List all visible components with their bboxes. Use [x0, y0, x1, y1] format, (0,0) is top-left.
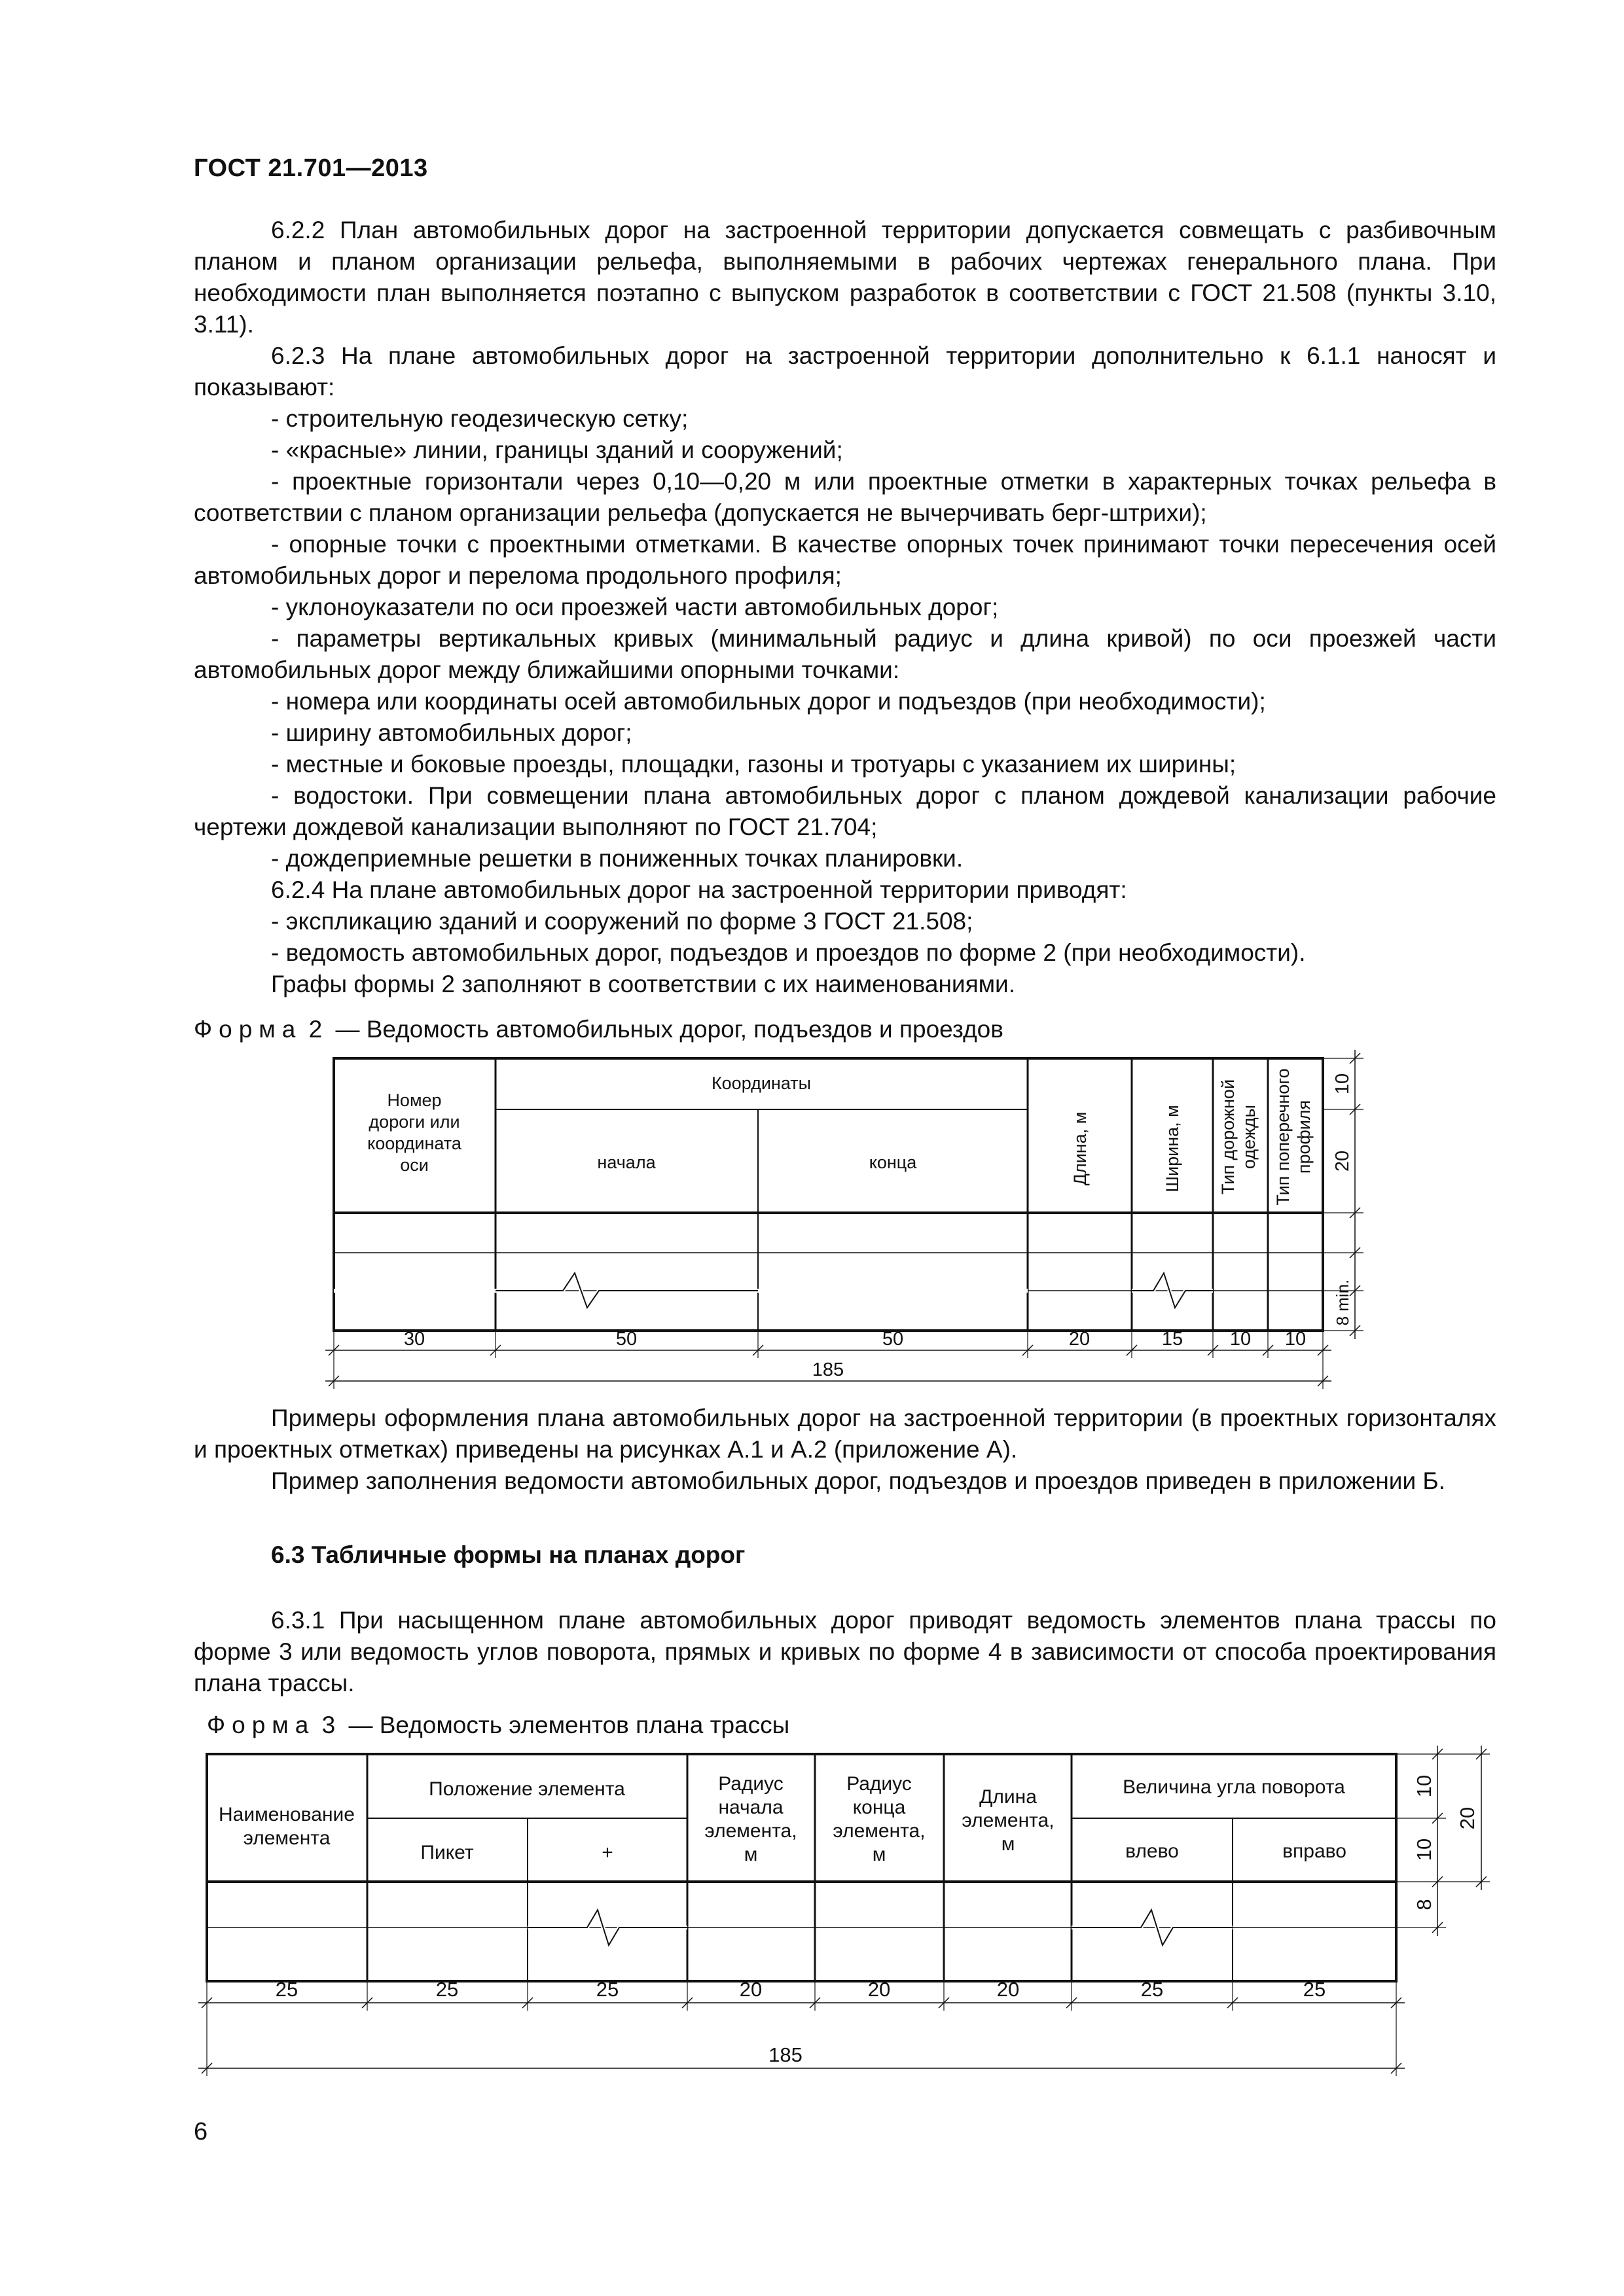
form3-dim-h3: 20 — [1456, 1806, 1479, 1830]
paragraph: - водостоки. При совмещении плана автомобильных дорог с планом дождевой канализации рабочие чертежи дождевой канализации выполняют по ГОСТ 21.704; — [194, 782, 1496, 840]
paragraph: Графы формы 2 заполняют в соответствии с их наименованиями. — [271, 971, 1016, 997]
form3-rstart-line2: начала — [718, 1797, 784, 1818]
paragraph: 6.2.3 На плане автомобильных дорог на застроенной территории дополнительно к 6.1.1 наносят и показывают: — [194, 342, 1496, 401]
form3-title-num: 3 — [321, 1712, 342, 1738]
form3-title-word: Форма — [207, 1712, 316, 1738]
form2-profile-line2: профиля — [1294, 1100, 1314, 1174]
form3-left-header: влево — [1125, 1840, 1179, 1862]
form2-dim-w5: 15 — [1161, 1329, 1183, 1350]
form3-rend-line4: м — [872, 1844, 886, 1865]
form2-dim-w3: 50 — [882, 1329, 904, 1350]
form2-dim-w7: 10 — [1284, 1329, 1307, 1350]
form2-title-rest: — Ведомость автомобильных дорог, подъездов и проездов — [329, 1016, 1003, 1043]
form3-length-line2: элемента, — [962, 1810, 1055, 1831]
form2-number-line2: дороги или — [369, 1112, 460, 1132]
form3-dim-w6: 20 — [996, 1978, 1020, 2001]
form3-rend-line1: Радиус — [846, 1773, 912, 1795]
form3-rend-line2: конца — [852, 1797, 906, 1818]
form3-dim-w1: 25 — [275, 1978, 298, 2001]
paragraph-631 — [194, 1605, 1496, 1699]
form2-dim-w4: 20 — [1068, 1329, 1091, 1350]
paragraph: - опорные точки с проектными отметками. В качестве опорных точек принимают точки пересечения осей автомобильных дорог и перелома продольного профиля; — [194, 531, 1496, 589]
form3-dim-w3: 25 — [596, 1978, 619, 2001]
paragraph: - местные и боковые проезды, площадки, газоны и тротуары с указанием их ширины; — [271, 751, 1236, 778]
form3-dim-w8: 25 — [1303, 1978, 1326, 2001]
form3-dim-w4: 20 — [739, 1978, 763, 2001]
form3-name-line2: элемента — [243, 1827, 331, 1849]
form2-length-header: Длина, м — [1070, 1111, 1090, 1186]
form3-rstart-line3: элемента, — [704, 1820, 797, 1842]
paragraph: 6.2.2 План автомобильных дорог на застроенной территории допускается совмещать с разбивочным планом и планом организации рельефа, выполняемыми в рабочих чертежах генерального плана. При необходимости план выполняется поэтапно с выпуском разработок в соответствии с ГОСТ 21.508 (пункты 3.10, 3.11). — [194, 217, 1496, 338]
paragraph: - уклоноуказатели по оси проезжей части автомобильных дорог; — [271, 594, 999, 620]
paragraph: - дождеприемные решетки в пониженных точках планировки. — [271, 845, 964, 872]
form2-dim-min: 8 min. — [1333, 1279, 1352, 1326]
paragraph: - параметры вертикальных кривых (минимальный радиус и длина кривой) по оси проезжей части автомобильных дорог между ближайшими опорными точками: — [194, 625, 1496, 683]
form3-rend-line3: элемента, — [833, 1820, 926, 1842]
paragraph: - номера или координаты осей автомобильных дорог и подъездов (при необходимости); — [271, 688, 1266, 715]
form3-title-rest: — Ведомость элементов плана трассы — [342, 1712, 790, 1738]
form3-length-line1: Длина — [979, 1786, 1037, 1808]
form2-dim-total: 185 — [812, 1359, 844, 1380]
form3-picket-header: Пикет — [420, 1842, 474, 1863]
form3-dim-w5: 20 — [867, 1978, 891, 2001]
form2-title-word: Форма — [194, 1016, 302, 1043]
form3-title — [207, 1710, 789, 1741]
form3-position-header: Положение элемента — [429, 1778, 625, 1800]
form3-plus-header: + — [602, 1842, 613, 1863]
form3-dim-w2: 25 — [435, 1978, 459, 2001]
form3-dim-h4: 8 — [1413, 1899, 1435, 1910]
paragraph: - экспликацию зданий и сооружений по форме 3 ГОСТ 21.508; — [271, 908, 973, 935]
document-header: ГОСТ 21.701—2013 — [194, 154, 428, 182]
form3-name-line1: Наименование — [219, 1804, 355, 1825]
form2-dim-h2: 20 — [1332, 1150, 1353, 1172]
paragraph: 6.2.4 На плане автомобильных дорог на застроенной территории приводят: — [271, 876, 1127, 903]
form3-right-header: вправо — [1282, 1840, 1346, 1862]
form2-dim-w2: 50 — [615, 1329, 638, 1350]
form2-dim-h1: 10 — [1332, 1073, 1353, 1095]
form3-dim-h1: 10 — [1413, 1774, 1435, 1798]
form2-pavement-line1: Тип дорожной — [1218, 1079, 1238, 1195]
form2-number-line3: координата — [367, 1134, 461, 1153]
form2-coords-header: Координаты — [711, 1073, 812, 1093]
paragraph: - строительную геодезическую сетку; — [271, 405, 689, 432]
paragraph: Пример заполнения ведомости автомобильных дорог, подъездов и проездов приведен в приложении Б. — [271, 1467, 1445, 1494]
form2-width-header: Ширина, м — [1163, 1105, 1182, 1193]
form2-title-num: 2 — [308, 1016, 329, 1043]
form2-end-header: конца — [869, 1153, 917, 1172]
form3-angle-header: Величина угла поворота — [1123, 1776, 1345, 1798]
form2-number-line4: оси — [400, 1155, 429, 1175]
form2-profile-line1: Тип поперечного — [1273, 1068, 1293, 1206]
form2-number-line1: Номер — [387, 1090, 442, 1110]
paragraph: - проектные горизонтали через 0,10—0,20 м или проектные отметки в характерных точках рельефа в соответствии с планом организации рельефа (допускается не вычерчивать берг-штрихи); — [194, 468, 1496, 526]
paragraph: - ведомость автомобильных дорог, подъездов и проездов по форме 2 (при необходимости). — [271, 939, 1306, 966]
form2-pavement-line2: одежды — [1239, 1104, 1259, 1170]
form3-dim-h2: 10 — [1413, 1838, 1435, 1861]
section-heading: 6.3 Табличные формы на планах дорог — [271, 1541, 746, 1568]
form2-dim-w6: 10 — [1229, 1329, 1252, 1350]
paragraph: - «красные» линии, границы зданий и сооружений; — [271, 437, 843, 463]
form2-dim-w1: 30 — [403, 1329, 425, 1350]
form3-dim-total: 185 — [768, 2043, 803, 2066]
paragraph: - ширину автомобильных дорог; — [271, 719, 632, 746]
form3-dim-w7: 25 — [1140, 1978, 1164, 2001]
form2-start-header: начала — [597, 1153, 656, 1172]
after-form2-text — [194, 1403, 1496, 1497]
form3-rstart-line1: Радиус — [718, 1773, 784, 1795]
paragraph: 6.3.1 При насыщенном плане автомобильных дорог приводят ведомость элементов плана трассы по форме 3 или ведомость углов поворота, прямых и кривых по форме 4 в зависимости от способа проектирования плана трассы. — [194, 1607, 1496, 1696]
paragraph: Примеры оформления плана автомобильных дорог на застроенной территории (в проектных горизонталях и проектных отметках) приведены на рисунках А.1 и А.2 (приложение А). — [194, 1405, 1496, 1463]
form3-length-line3: м — [1001, 1833, 1015, 1855]
page-number: 6 — [194, 2118, 208, 2145]
form3-rstart-line4: м — [744, 1844, 758, 1865]
